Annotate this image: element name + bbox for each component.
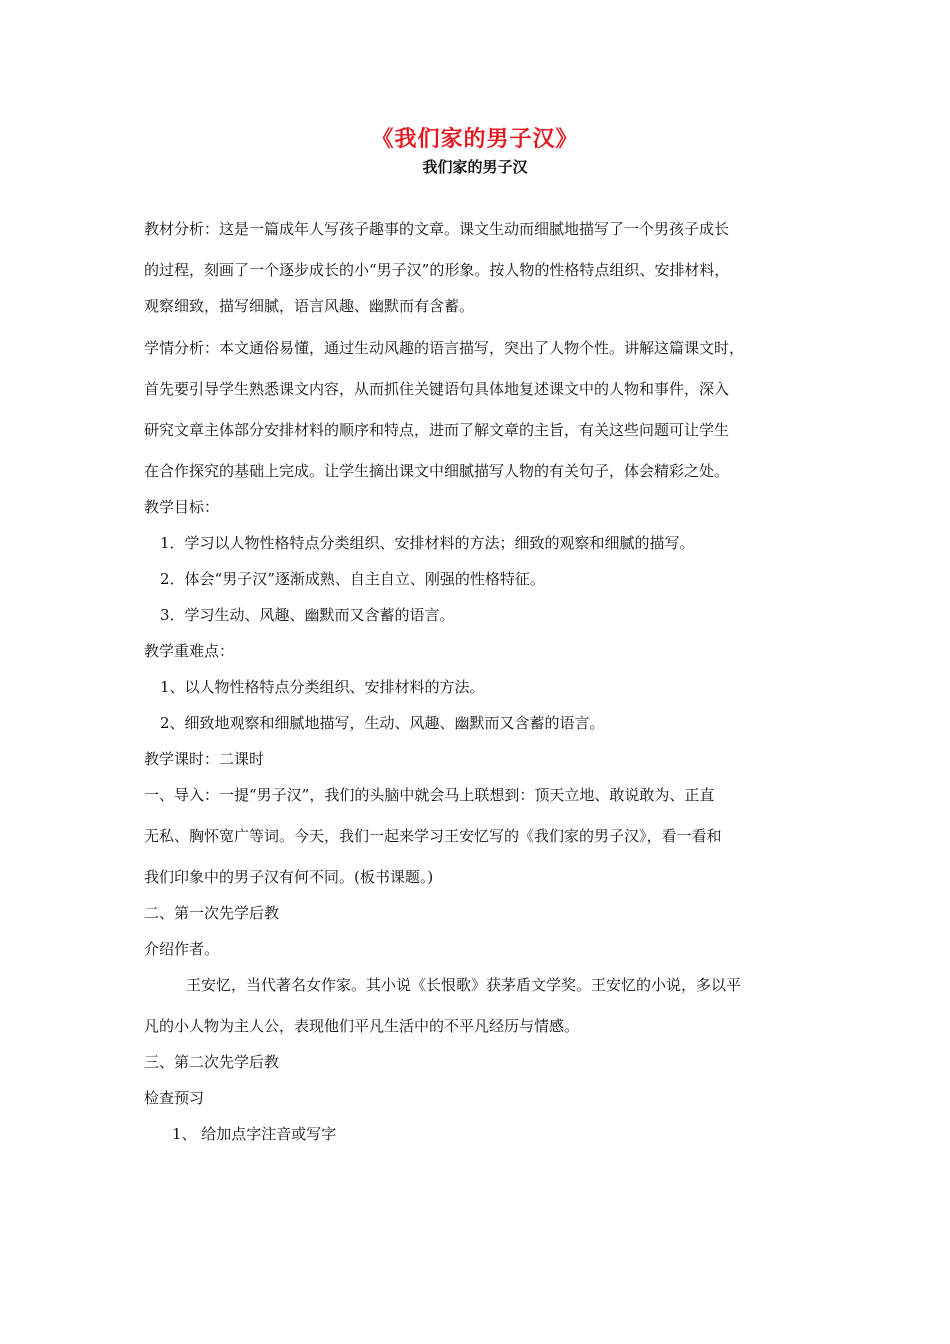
list-item: 2．体会“男子汉”逐渐成熟、自主自立、刚强的性格特征。 (160, 570, 545, 588)
paragraph-line: 一、导入：一提“男子汉”，我们的头脑中就会马上联想到：顶天立地、敢说敢为、正直 (144, 786, 715, 804)
list-item: 1、以人物性格特点分类组织、安排材料的方法。 (160, 678, 485, 696)
list-item: 1．学习以人物性格特点分类组织、安排材料的方法；细致的观察和细腻的描写。 (160, 534, 695, 552)
paragraph-line: 学情分析：本文通俗易懂，通过生动风趣的语言描写，突出了人物个性。讲解这篇课文时， (144, 339, 745, 357)
document-title: 《我们家的男子汉》 (371, 127, 579, 152)
section-heading: 三、第二次先学后教 (144, 1053, 280, 1071)
paragraph-line: 凡的小人物为主人公，表现他们平凡生活中的不平凡经历与情感。 (144, 1017, 580, 1035)
section-heading: 教学重难点： (144, 642, 235, 660)
paragraph-line: 教材分析：这是一篇成年人写孩子趣事的文章。课文生动而细腻地描写了一个男孩子成长 (144, 220, 730, 238)
paragraph-line: 在合作探究的基础上完成。让学生摘出课文中细腻描写人物的有关句子，体会精彩之处。 (144, 462, 730, 480)
paragraph-line: 的过程，刻画了一个逐步成长的小“男子汉”的形象。按人物的性格特点组织、安排材料， (144, 261, 730, 279)
paragraph-line: 介绍作者。 (144, 940, 220, 958)
paragraph-line: 王安忆，当代著名女作家。其小说《长恨歌》获茅盾文学奖。王安忆的小说，多以平 (186, 976, 742, 994)
paragraph-line: 观察细致，描写细腻，语言风趣、幽默而有含蓄。 (144, 297, 475, 315)
section-heading: 教学课时：二课时 (144, 750, 265, 768)
section-heading: 二、第一次先学后教 (144, 904, 280, 922)
list-item: 2、细致地观察和细腻地描写，生动、风趣、幽默而又含蓄的语言。 (160, 714, 605, 732)
paragraph-line: 首先要引导学生熟悉课文内容，从而抓住关键语句具体地复述课文中的人物和事件，深入 (144, 380, 730, 398)
paragraph-line: 检查预习 (144, 1089, 205, 1107)
paragraph-line: 研究文章主体部分安排材料的顺序和特点，进而了解文章的主旨，有关这些问题可让学生 (144, 421, 730, 439)
paragraph-line: 无私、胸怀宽广等词。今天，我们一起来学习王安忆写的《我们家的男子汉》，看一看和 (144, 827, 722, 845)
section-heading: 教学目标： (144, 498, 220, 516)
document-subtitle: 我们家的男子汉 (422, 158, 528, 176)
list-item: 3．学习生动、风趣、幽默而又含蓄的语言。 (160, 606, 455, 624)
list-item: 1、 给加点字注音或写字 (172, 1125, 337, 1143)
paragraph-line: 我们印象中的男子汉有何不同。(板书课题。) (144, 868, 434, 886)
